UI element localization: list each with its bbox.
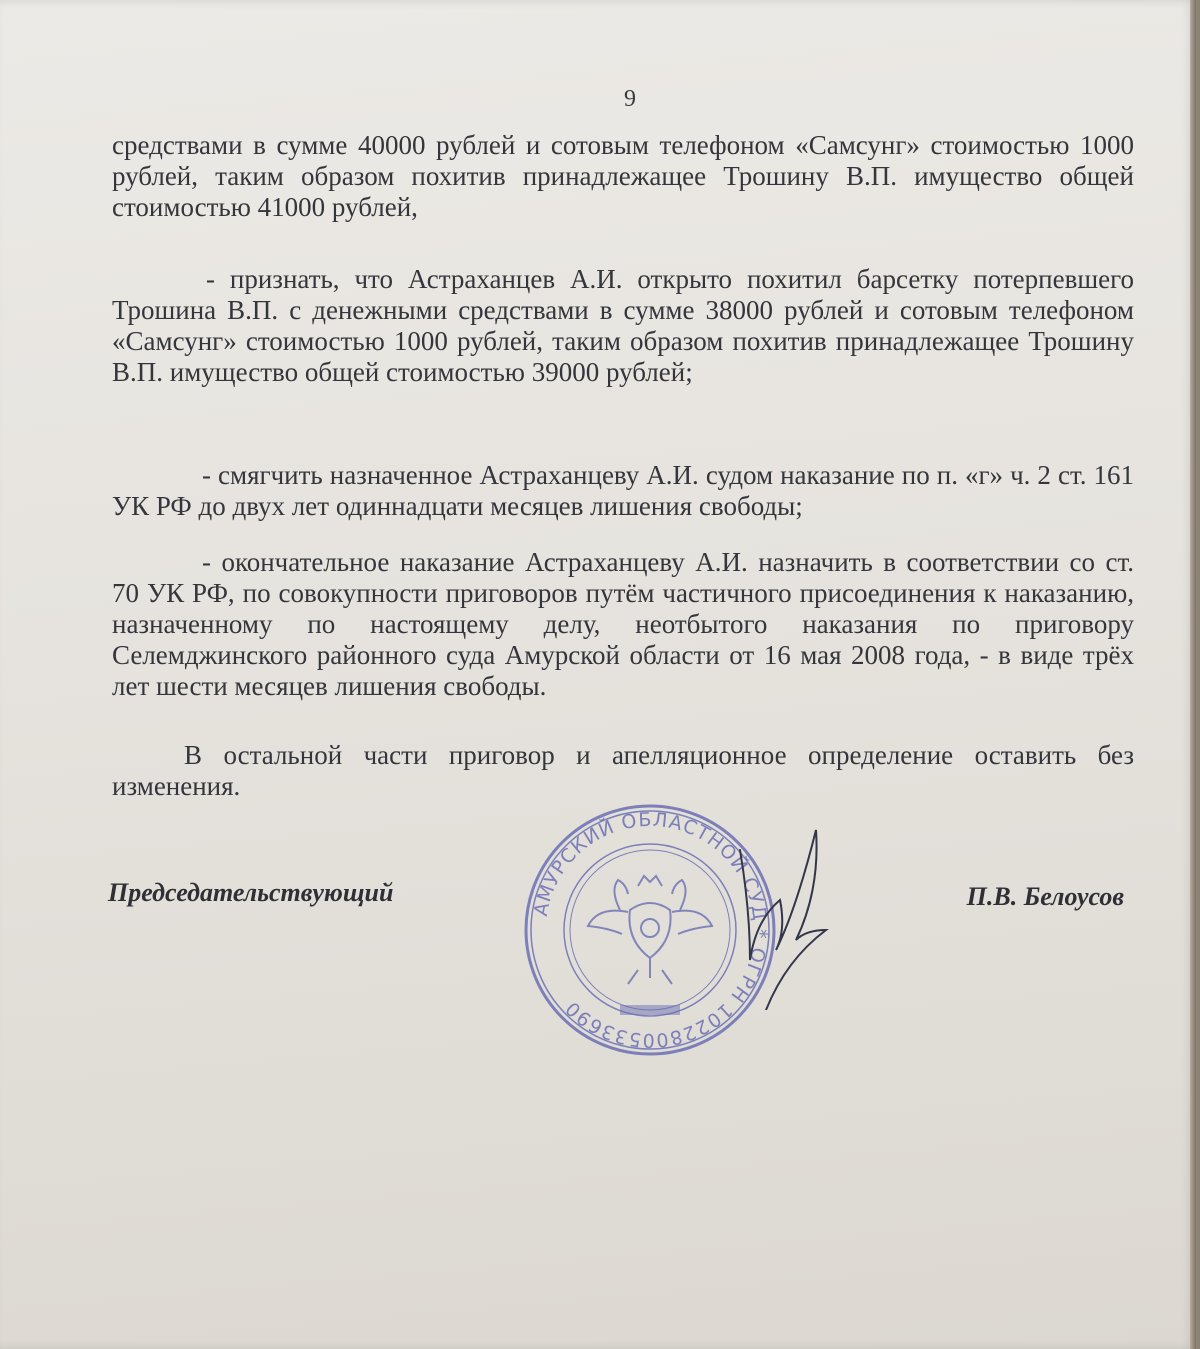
paragraph-4 <box>112 547 1134 702</box>
paragraph-5 <box>112 740 1134 802</box>
eagle-emblem-icon <box>588 876 712 984</box>
svg-text:АМУРСКИЙ ОБЛАСТНОЙ СУД * ОГРН: АМУРСКИЙ ОБЛАСТНОЙ СУД * ОГРН 1022800533690 <box>529 808 772 1052</box>
paragraph-5-text: В остальной части приговор и апелляционное определение оставить без изменения. <box>112 740 1134 801</box>
page-edge <box>1190 0 1196 1349</box>
signature-title: Председательствующий <box>108 878 394 907</box>
paragraph-2 <box>112 264 1134 388</box>
paragraph-3 <box>112 460 1134 522</box>
paragraph-3-text: - смягчить назначенное Астраханцеву А.И. судом наказание по п. «г» ч. 2 ст. 161 УК РФ до двух лет одиннадцати месяцев лишения свободы; <box>112 460 1134 521</box>
handwritten-signature <box>720 810 850 1010</box>
signature-name: П.В. Белоусов <box>966 882 1124 911</box>
paragraph-1 <box>112 130 1134 223</box>
page-number: 9 <box>624 86 636 112</box>
paragraph-4-text: - окончательное наказание Астраханцеву А.И. назначить в соответствии со ст. 70 УК РФ, по совокупности приговоров путём частичного присоединения к наказанию, назначенному по настоящему делу, неотбытого наказания по приговору Селемджинского районного суда Амурской области от 16 мая 2008 года, - в виде трёх лет шести месяцев лишения свободы. <box>112 547 1134 701</box>
paragraph-1-text: средствами в сумме 40000 рублей и сотовым телефоном «Самсунг» стоимостью 1000 рублей, таким образом похитив принадлежащее Трошину В.П. имущество общей стоимостью 41000 рублей, <box>112 130 1134 222</box>
paragraph-2-text: - признать, что Астраханцев А.И. открыто похитил барсетку потерпевшего Трошина В.П. с денежными средствами в сумме 38000 рублей и сотовым телефоном «Самсунг» стоимостью 1000 рублей, таким образом похитив принадлежащее Трошину В.П. имущество общей стоимостью 39000 рублей; <box>112 264 1134 387</box>
